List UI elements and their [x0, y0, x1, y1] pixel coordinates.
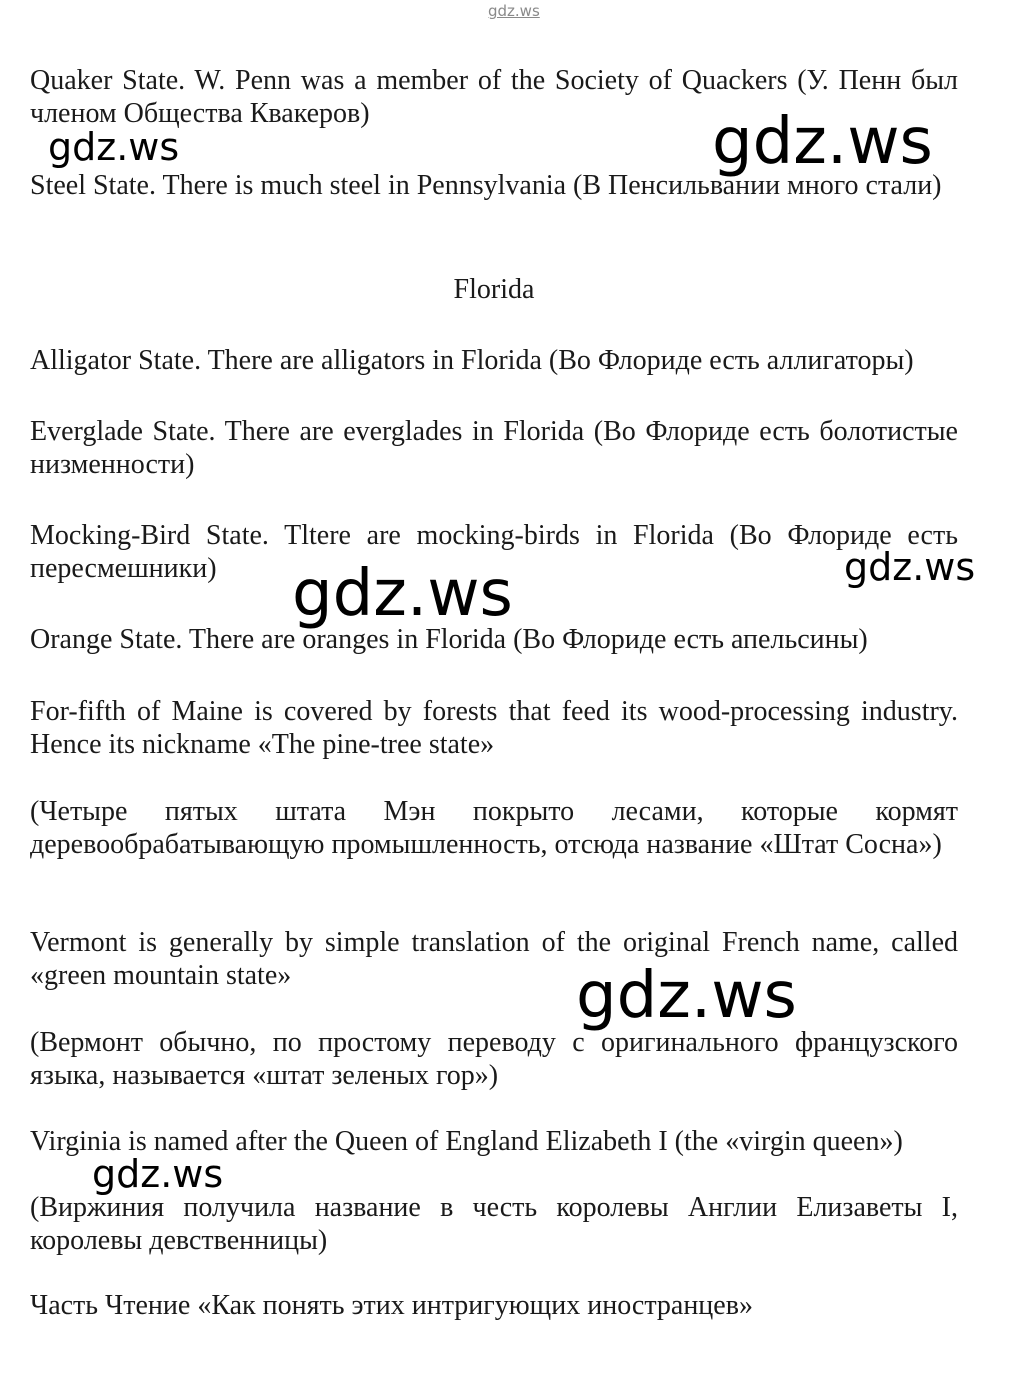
watermark: gdz.ws [844, 545, 976, 589]
paragraph-maine-english: For-fifth of Maine is covered by forests that feed its wood-processing industry. Hence its nickname «The pine-tree state» [30, 696, 958, 760]
paragraph-everglade-state: Everglade State. There are everglades in Florida (Во Флориде есть болотистые низменности) [30, 416, 958, 480]
watermark: gdz.ws [712, 105, 933, 179]
paragraph-mocking-bird-state: Mocking-Bird State. Tltere are mocking-birds in Florida (Во Флориде есть пересмешники) [30, 520, 958, 584]
watermark: gdz.ws [48, 125, 180, 169]
paragraph-vermont-english: Vermont is generally by simple translation of the original French name, called «green mountain state» [30, 927, 958, 991]
paragraph-vermont-russian: (Вермонт обычно, по простому переводу с оригинального французского языка, называется «штат зеленых гор») [30, 1027, 958, 1091]
paragraph-quaker-state: Quaker State. W. Penn was a member of the Society of Quackers (У. Пенн был членом Общества Квакеров) [30, 65, 958, 129]
paragraph-reading-section: Часть Чтение «Как понять этих интригующих иностранцев» [30, 1290, 753, 1321]
paragraph-maine-russian: (Четыре пятых штата Мэн покрыто лесами, которые кормят деревообрабатывающую промышленность, отсюда название «Штат Сосна») [30, 796, 958, 860]
watermark: gdz.ws [576, 959, 797, 1033]
paragraph-steel-state: Steel State. There is much steel in Pennsylvania (В Пенсильвании много стали) [30, 170, 942, 201]
watermark-top: gdz.ws [488, 2, 540, 20]
paragraph-orange-state: Orange State. There are oranges in Florida (Во Флориде есть апельсины) [30, 624, 868, 655]
section-heading-florida: Florida [453, 274, 535, 305]
paragraph-alligator-state: Alligator State. There are alligators in Florida (Во Флориде есть аллигаторы) [30, 345, 914, 376]
watermark: gdz.ws [92, 1152, 224, 1196]
watermark: gdz.ws [292, 557, 513, 631]
paragraph-virginia-english: Virginia is named after the Queen of England Elizabeth I (the «virgin queen») [30, 1126, 903, 1157]
paragraph-virginia-russian: (Виржиния получила название в честь королевы Англии Елизаветы I, королевы девственницы) [30, 1192, 958, 1256]
